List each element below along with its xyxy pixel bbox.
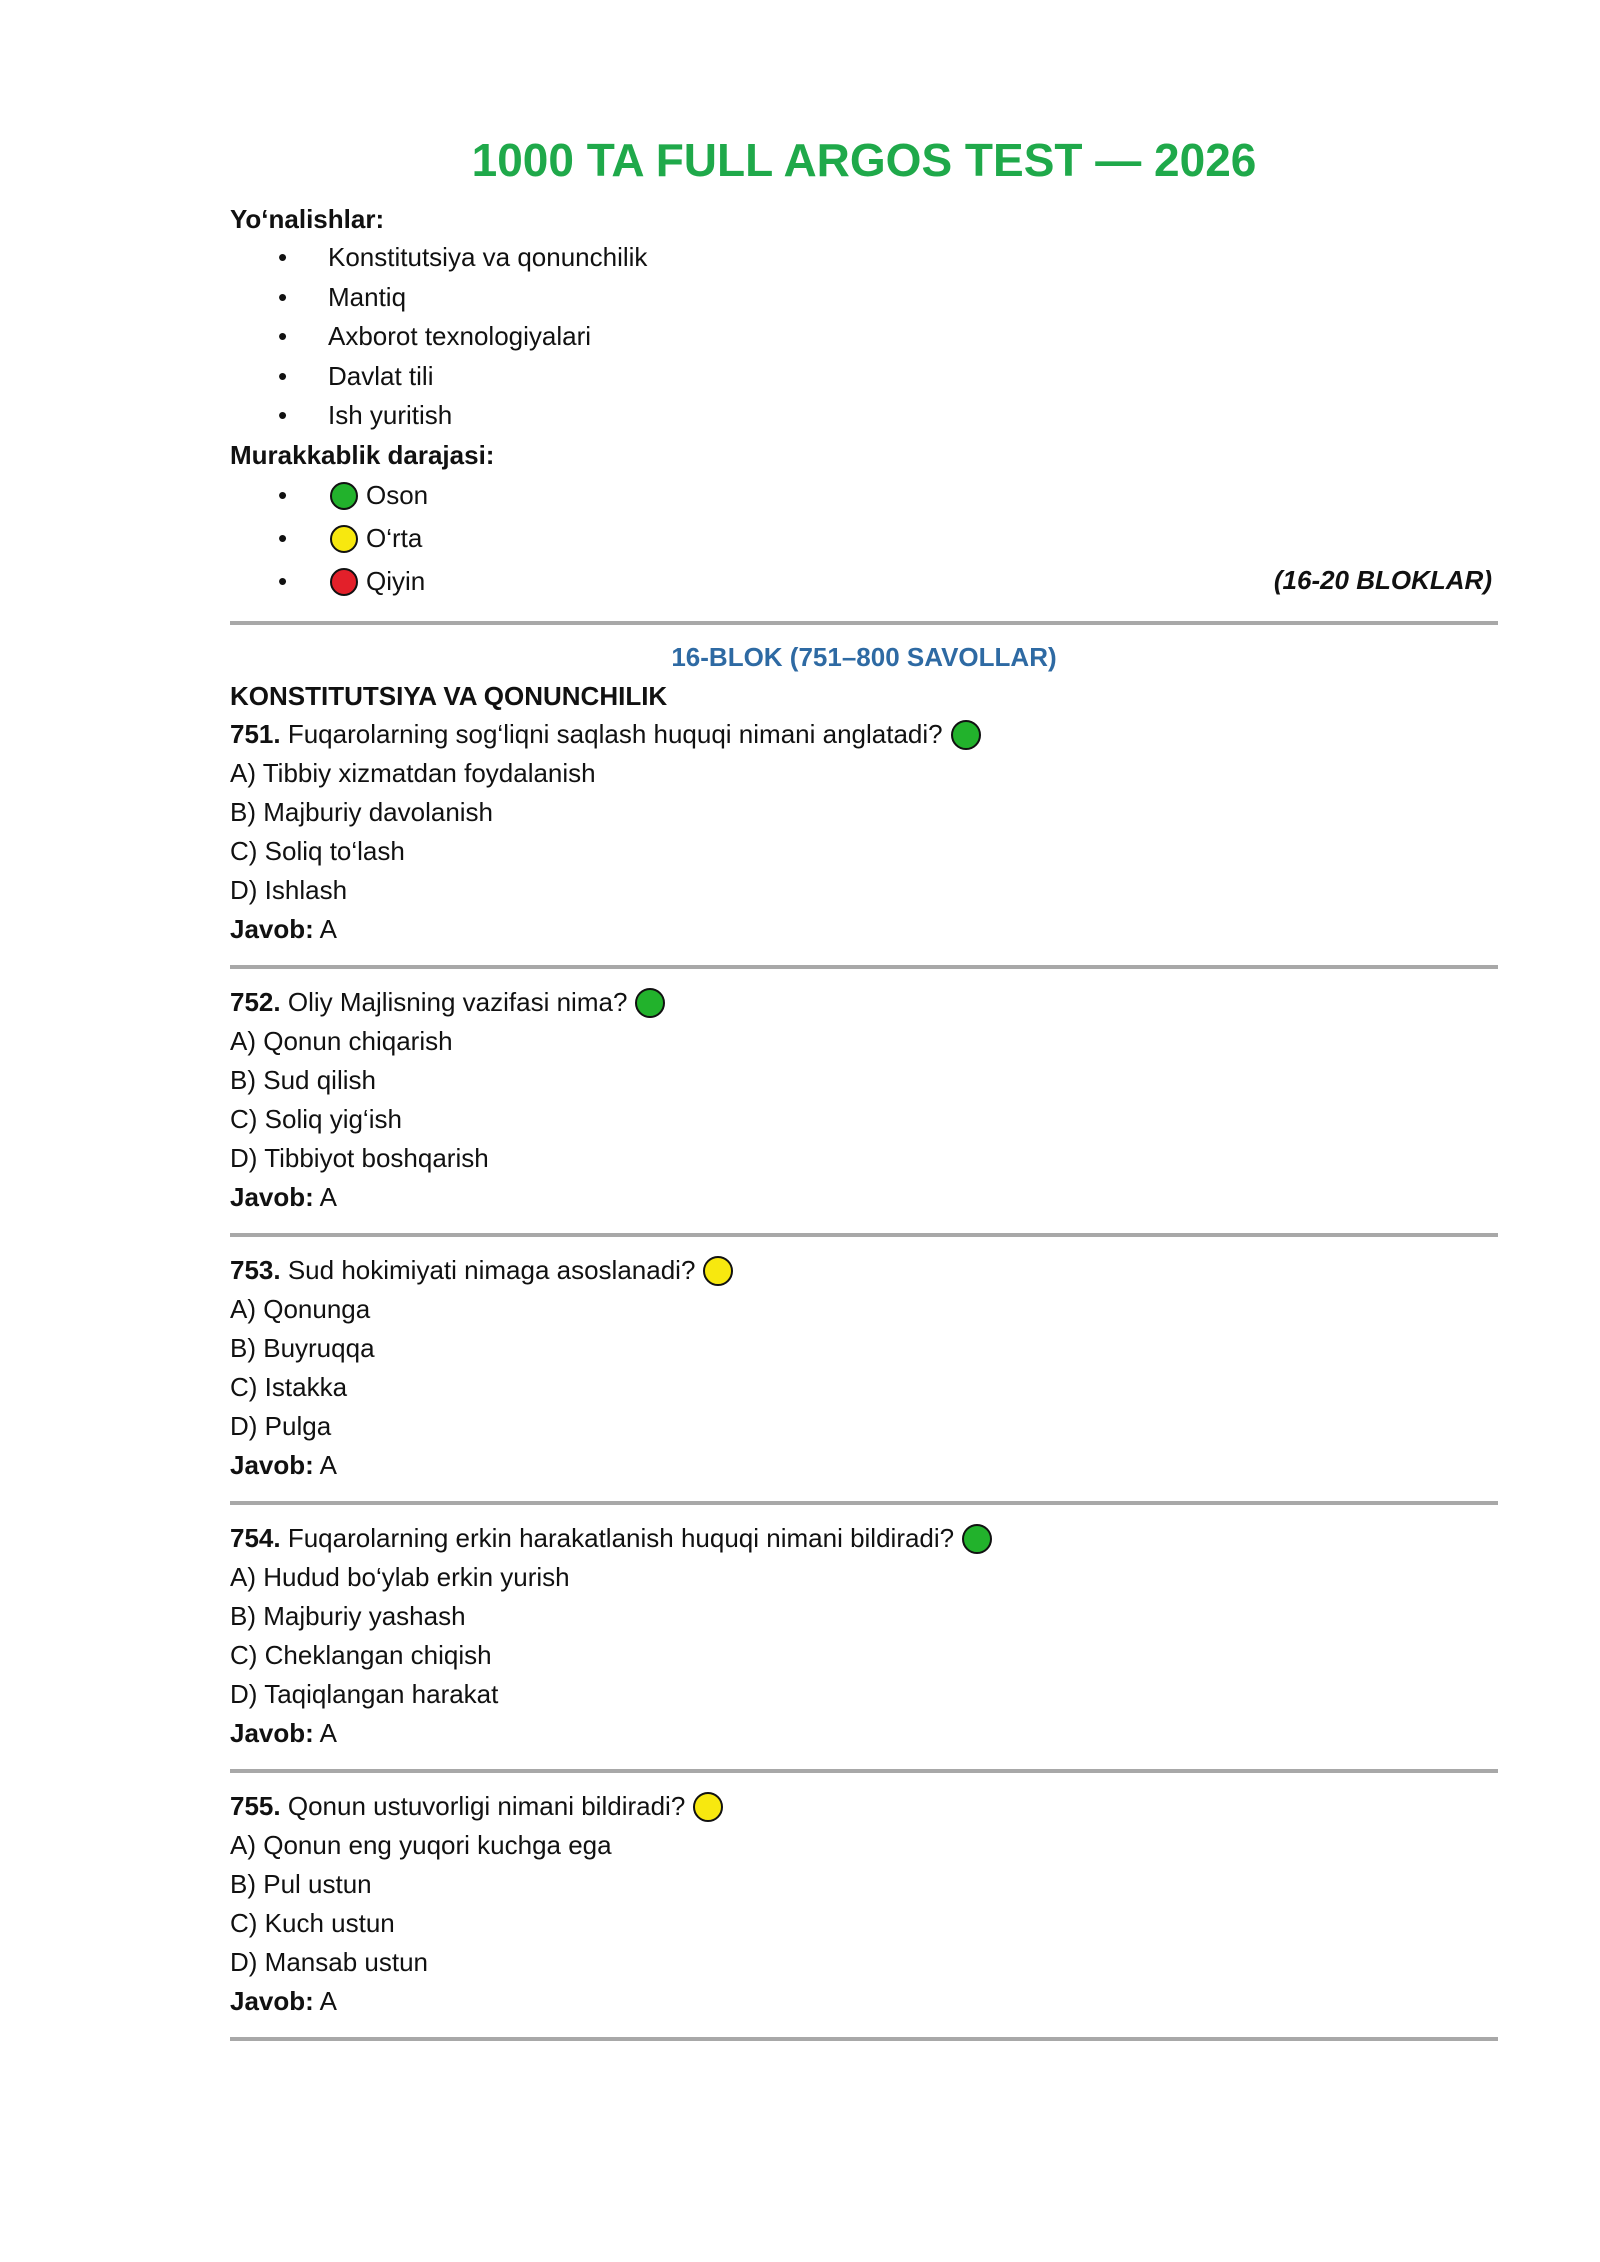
answer-option: C) Cheklangan chiqish	[230, 1639, 492, 1670]
answer-option: D) Tibbiyot boshqarish	[230, 1142, 489, 1173]
direction-item: • Davlat tili	[230, 357, 1498, 397]
question-block	[230, 969, 1498, 1233]
bullet-icon: •	[278, 242, 288, 272]
section-title: KONSTITUTSIYA VA QONUNCHILIK	[230, 680, 668, 711]
answer-option: A) Qonunga	[230, 1293, 371, 1324]
green-circle-icon	[330, 482, 358, 510]
answer-value: A	[319, 1449, 337, 1480]
directions-list	[230, 238, 1498, 436]
difficulty-levels	[230, 474, 1498, 603]
block-title: 16-BLOK (751–800 SAVOLLAR)	[671, 641, 1057, 672]
difficulty-circle-icon	[693, 1792, 723, 1822]
answer-label: Javob:	[230, 1985, 314, 2016]
bullet-icon: •	[278, 479, 288, 510]
answer-value: A	[319, 1717, 337, 1748]
answer-line	[230, 1178, 1498, 1217]
answer-option: A) Qonun chiqarish	[230, 1025, 453, 1056]
answer-line	[230, 910, 1498, 949]
question-block	[230, 715, 1498, 965]
direction-item: • Axborot texnologiyalari	[230, 317, 1498, 357]
yellow-circle-icon	[330, 525, 358, 553]
document-page	[230, 130, 1498, 2041]
question-block	[230, 1773, 1498, 2037]
answer-option: D) Taqiqlangan harakat	[230, 1678, 499, 1709]
question-number: 751.	[230, 718, 281, 749]
question-number: 755.	[230, 1790, 281, 1821]
answer-option: C) Kuch ustun	[230, 1907, 395, 1938]
question-label: Oliy Majlisning vazifasi nima?	[287, 986, 628, 1017]
answer-option: A) Qonun eng yuqori kuchga ega	[230, 1829, 612, 1860]
question-text	[230, 1787, 1498, 1826]
blocks-note: (16-20 BLOKLAR)	[1273, 564, 1492, 595]
question-label: Fuqarolarning sog‘liqni saqlash huquqi nimani anglatadi?	[287, 718, 943, 749]
answer-option: B) Sud qilish	[230, 1064, 376, 1095]
question-label: Fuqarolarning erkin harakatlanish huquqi nimani bildiradi?	[287, 1522, 955, 1553]
divider	[230, 621, 1498, 625]
answer-label: Javob:	[230, 1449, 314, 1480]
document-title: 1000 TA FULL ARGOS TEST — 2026	[471, 134, 1257, 186]
answer-option: C) Istakka	[230, 1371, 348, 1402]
level-item-hard: • Qiyin	[230, 560, 1498, 603]
answer-value: A	[319, 913, 337, 944]
question-text	[230, 715, 1498, 754]
answer-line	[230, 1446, 1498, 1485]
question-number: 754.	[230, 1522, 281, 1553]
answer-label: Javob:	[230, 1717, 314, 1748]
question-text	[230, 983, 1498, 1022]
answer-option: C) Soliq to‘lash	[230, 835, 405, 866]
question-block	[230, 1505, 1498, 1769]
answer-option: B) Majburiy yashash	[230, 1600, 466, 1631]
divider	[230, 2037, 1498, 2041]
directions-label: Yo‘nalishlar:	[230, 204, 385, 234]
answer-line	[230, 1714, 1498, 1753]
level-item-medium: • O‘rta	[230, 517, 1498, 560]
question-number: 753.	[230, 1254, 281, 1285]
bullet-icon: •	[278, 400, 288, 430]
answer-label: Javob:	[230, 913, 314, 944]
difficulty-circle-icon	[703, 1256, 733, 1286]
question-label: Qonun ustuvorligi nimani bildiradi?	[287, 1790, 686, 1821]
bullet-icon: •	[278, 565, 288, 596]
answer-line	[230, 1982, 1498, 2021]
answer-option: A) Hudud bo‘ylab erkin yurish	[230, 1561, 570, 1592]
bullet-icon: •	[278, 522, 288, 553]
answer-option: A) Tibbiy xizmatdan foydalanish	[230, 757, 596, 788]
bullet-icon: •	[278, 360, 288, 391]
answer-option: D) Mansab ustun	[230, 1946, 428, 1977]
answer-option: B) Majburiy davolanish	[230, 796, 494, 827]
question-number: 752.	[230, 986, 281, 1017]
difficulty-label: Murakkablik darajasi:	[230, 439, 495, 470]
answer-option: B) Pul ustun	[230, 1868, 372, 1899]
level-item-easy: • Oson	[230, 474, 1498, 517]
answer-option: B) Buyruqqa	[230, 1332, 375, 1363]
question-text	[230, 1251, 1498, 1290]
answer-option: D) Pulga	[230, 1410, 332, 1441]
answer-value: A	[319, 1181, 337, 1212]
bullet-icon: •	[278, 321, 288, 351]
difficulty-circle-icon	[962, 1524, 992, 1554]
red-circle-icon	[330, 568, 358, 596]
answer-option: D) Ishlash	[230, 874, 348, 905]
answer-value: A	[319, 1985, 337, 2016]
question-label: Sud hokimiyati nimaga asoslanadi?	[287, 1254, 696, 1285]
questions-list	[230, 715, 1498, 2041]
answer-label: Javob:	[230, 1181, 314, 1212]
bullet-icon: •	[278, 281, 288, 312]
direction-item: • Konstitutsiya va qonunchilik	[230, 238, 1498, 278]
answer-option: C) Soliq yig‘ish	[230, 1103, 402, 1134]
question-text	[230, 1519, 1498, 1558]
difficulty-circle-icon	[635, 988, 665, 1018]
difficulty-circle-icon	[951, 720, 981, 750]
direction-item: • Mantiq	[230, 278, 1498, 318]
direction-item: • Ish yuritish	[230, 396, 1498, 436]
question-block	[230, 1237, 1498, 1501]
